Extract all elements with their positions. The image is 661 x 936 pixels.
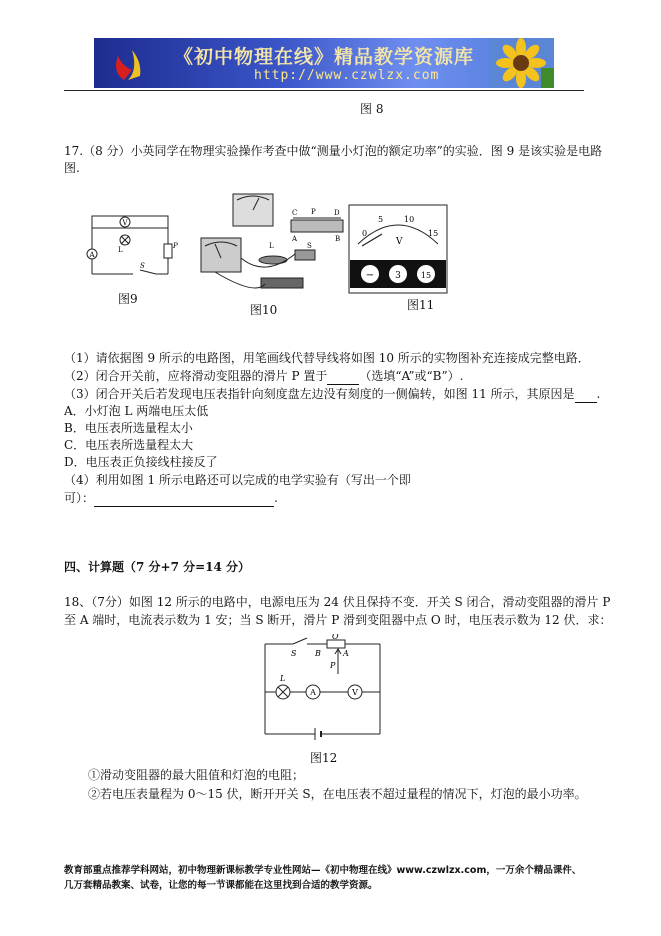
fig10-label-a: A — [292, 235, 298, 243]
fig9-circuit-diagram — [78, 210, 180, 288]
fig10-label-d: D — [334, 209, 340, 217]
q17-item4-answer-blank[interactable] — [94, 490, 274, 507]
fig9-caption: 图9 — [118, 292, 138, 306]
fig10-label-b: B — [335, 235, 341, 243]
fig11-terminal-15: 15 — [420, 271, 432, 280]
section4-heading: 四、计算题（7 分+7 分=14 分） — [64, 560, 251, 574]
fig10-apparatus-illustration — [195, 188, 353, 298]
fig11-terminal-minus: − — [365, 270, 375, 281]
fig8-caption: 图 8 — [360, 102, 384, 116]
banner-url[interactable]: http://www.czwlzx.com — [254, 68, 440, 83]
fig12-label-s: S — [291, 649, 297, 658]
q17-item2-answer-blank[interactable] — [327, 368, 359, 385]
fig11-tick-5: 5 — [378, 215, 384, 224]
q18-sub2: ②若电压表量程为 0～15 伏，断开开关 S，在电压表不超过量程的情况下，灯泡的最小功率。 — [88, 787, 587, 801]
q18-sub1: ①滑动变阻器的最大阻值和灯泡的电阻； — [88, 768, 305, 782]
fig12-circuit-diagram — [255, 634, 390, 746]
fig11-tick-0: 0 — [362, 229, 368, 238]
q17-intro-line1: 17.（8 分）小英同学在物理实验操作考查中做“测量小灯泡的额定功率”的实验．图 9 是该实验是电路 — [64, 144, 603, 158]
fig11-voltmeter-face — [348, 204, 448, 298]
fig12-label-l: L — [280, 674, 286, 683]
q17-item3-answer-blank[interactable] — [575, 386, 597, 403]
q17-option-c: C．电压表所选量程太大 — [64, 438, 194, 452]
fig10-label-l: L — [269, 242, 274, 250]
q17-item1: （1）请依据图 9 所示的电路图，用笔画线代替导线将如图 10 所示的实物图补充连接成完整电路． — [64, 351, 590, 365]
header-banner — [94, 38, 554, 88]
q17-item4-line2: 可）： . — [64, 491, 278, 505]
fig12-voltmeter-label: V — [352, 688, 358, 697]
q17-option-a: A．小灯泡 L 两端电压太低 — [64, 404, 209, 418]
fig12-label-p: P — [330, 661, 336, 670]
fig9-switch-label: S — [140, 262, 145, 270]
q17-option-b: B．电压表所选量程太小 — [64, 421, 193, 435]
fig12-caption: 图12 — [310, 751, 338, 765]
q17-item2: （2）闭合开关前，应将滑动变阻器的滑片 P 置于 （选填“A”或“B”）. — [64, 369, 464, 383]
fig9-lamp-label: L — [118, 246, 123, 254]
fig10-caption: 图10 — [250, 303, 278, 317]
fig9-ammeter-label: A — [89, 251, 95, 259]
fig12-label-o: O — [332, 634, 339, 641]
footer-line2: 几万套精品教案、试卷，让您的每一节课都能在这里找到合适的教学资源。 — [64, 880, 378, 891]
q17-item3: （3）闭合开关后若发现电压表指针向刻度盘左边没有刻度的一侧偏转，如图 11 所示，其原因是 . — [64, 387, 601, 401]
fig9-voltmeter-label: V — [122, 219, 128, 227]
q17-item4-line1: （4）利用如图 1 所示电路还可以完成的电学实验有（写出一个即 — [64, 473, 411, 487]
fig11-caption: 图11 — [407, 298, 435, 312]
header-rule — [64, 90, 584, 91]
fig10-label-c: C — [292, 209, 298, 217]
fig9-slider-label: P — [173, 242, 178, 250]
sunflower-image — [489, 38, 554, 88]
fig12-label-a: A — [343, 649, 349, 658]
banner-title: 《初中物理在线》精品教学资源库 — [174, 46, 475, 68]
fig12-label-b: B — [315, 649, 321, 658]
footer-line1: 教育部重点推荐学科网站，初中物理新课标教学专业性网站—《初中物理在线》www.czwlzx.com，一万余个精品课件、 — [64, 865, 582, 876]
fig11-terminal-3: 3 — [395, 271, 401, 281]
fig11-tick-15: 15 — [428, 229, 439, 238]
q17-option-d: D．电压表正负接线柱接反了 — [64, 455, 218, 469]
q18-line1: 18、（7分）如图 12 所示的电路中，电源电压为 24 伏且保持不变．开关 S 闭合，滑动变阻器的滑片 P — [64, 595, 611, 609]
fig11-unit-label: V — [396, 237, 403, 247]
q17-intro-line2: 图. — [64, 161, 80, 175]
fig10-label-p: P — [311, 208, 316, 216]
fig10-label-s: S — [307, 242, 312, 250]
site-logo — [102, 42, 152, 84]
q18-line2: 至 A 端时，电流表示数为 1 安；当 S 断开，滑片 P 滑到变阻器中点 O 时，电压表示数为 12 伏．求： — [64, 613, 612, 627]
fig12-ammeter-label: A — [310, 688, 316, 697]
page-footer — [64, 863, 594, 893]
fig11-tick-10: 10 — [404, 215, 415, 224]
